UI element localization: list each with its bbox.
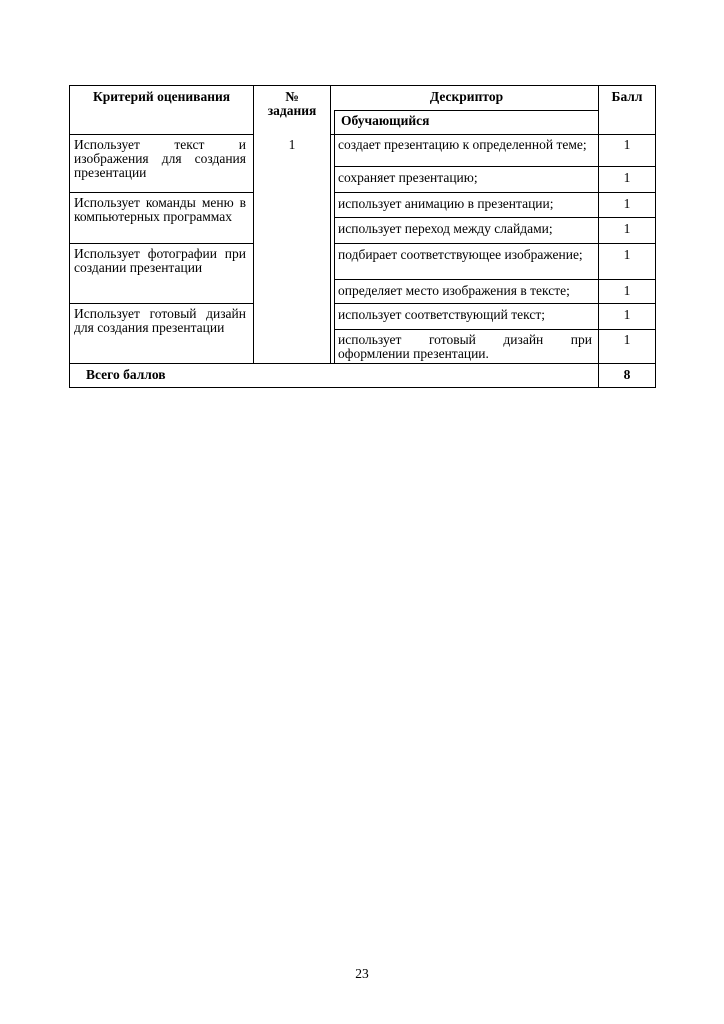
descriptor-inner-border: [334, 110, 335, 363]
header-criterion: Критерий оценивания: [92, 89, 231, 104]
table-border-right: [655, 85, 656, 388]
total-row-top: [69, 363, 656, 364]
header-task-no-word: задания: [267, 103, 317, 118]
header-learner: Обучающийся: [341, 113, 430, 128]
header-task-no-symbol: №: [285, 89, 299, 104]
criterion-cell: Использует текст и изображения для создания презентации: [74, 137, 246, 180]
header-descriptor: Дескриптор: [429, 89, 504, 104]
descriptor-cell: создает презентацию к определенной теме;: [338, 137, 587, 152]
col-divider-2: [330, 85, 331, 363]
descriptor-cell: использует соответствующий текст;: [338, 307, 545, 322]
header-bottom-line-2: [330, 134, 656, 135]
score-cell: 1: [623, 247, 631, 262]
row-line: [334, 243, 656, 244]
descriptor-cell: подбирает соответствующее изображение;: [338, 247, 583, 262]
header-score: Балл: [611, 89, 643, 104]
group-line-1: [69, 192, 253, 193]
descriptor-cell: сохраняет презентацию;: [338, 170, 478, 185]
table-border-left: [69, 85, 70, 388]
row-line: [334, 279, 656, 280]
score-cell: 1: [623, 170, 631, 185]
row-line: [334, 192, 656, 193]
score-cell: 1: [623, 307, 631, 322]
descriptor-cell: использует готовый дизайн при оформлении презентации.: [338, 332, 592, 361]
row-line: [334, 166, 656, 167]
table-border-top: [69, 85, 656, 86]
total-label: Всего баллов: [86, 367, 166, 382]
header-split-line: [334, 110, 598, 111]
row-line: [334, 217, 656, 218]
score-cell: 1: [623, 283, 631, 298]
task-number-cell: 1: [288, 137, 296, 152]
score-cell: 1: [623, 196, 631, 211]
score-cell: 1: [623, 332, 631, 347]
row-line: [334, 303, 656, 304]
descriptor-cell: использует анимацию в презентации;: [338, 196, 554, 211]
group-line-2: [69, 243, 253, 244]
total-value: 8: [623, 367, 631, 382]
descriptor-cell: определяет место изображения в тексте;: [338, 283, 570, 298]
criterion-cell: Использует готовый дизайн для создания презентации: [74, 306, 246, 335]
row-line: [334, 329, 656, 330]
criterion-cell: Использует команды меню в компьютерных программах: [74, 195, 246, 224]
descriptor-cell: использует переход между слайдами;: [338, 221, 553, 236]
group-line-3: [69, 303, 253, 304]
page-number: 23: [355, 966, 369, 981]
criterion-cell: Использует фотографии при создании презентации: [74, 246, 246, 275]
score-cell: 1: [623, 137, 631, 152]
table-border-bottom: [69, 387, 656, 388]
col-divider-1: [253, 85, 254, 363]
header-bottom-line-1: [69, 134, 253, 135]
score-cell: 1: [623, 221, 631, 236]
